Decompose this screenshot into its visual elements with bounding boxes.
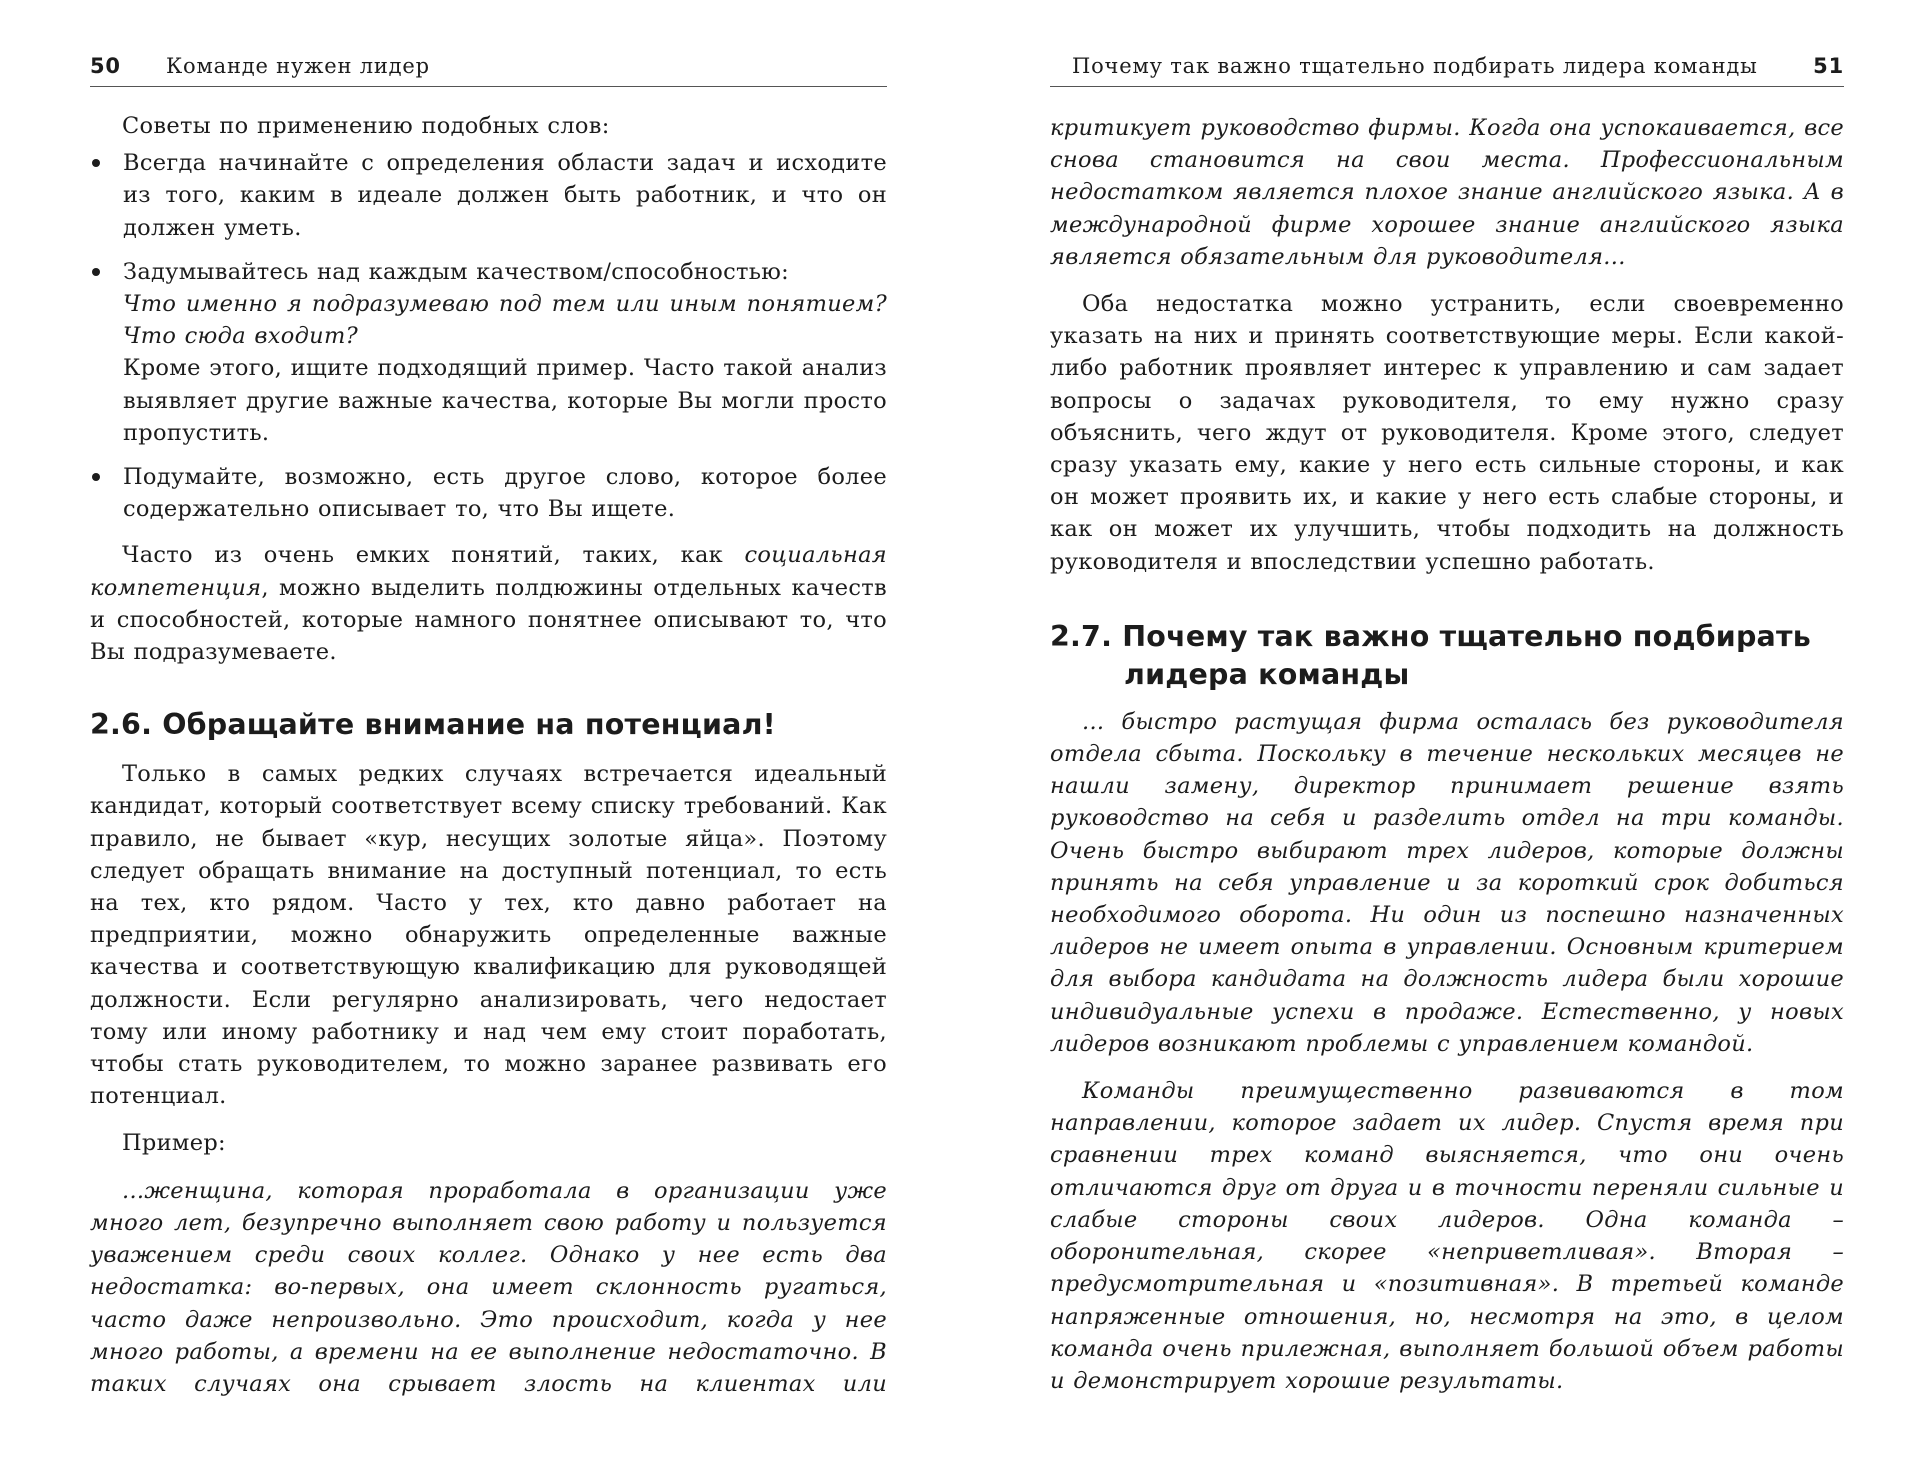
competence-before: Часто из очень емких понятий, таких, как: [122, 542, 745, 569]
tips-intro: Советы по применению подобных слов:: [122, 113, 610, 139]
running-title-right: Почему так важно тщательно подбирать лидера команды: [1072, 54, 1758, 78]
left-page: [90, 0, 887, 1472]
tip-text: Всегда начинайте с определения области задач и исходите из того, каким в идеале должен быть работник, и что он должен уметь.: [123, 150, 887, 241]
tip-text: Подумайте, возможно, есть другое слово, которое более содержательно описывает то, что Вы ищете.: [123, 464, 887, 523]
right-page-body: [1050, 112, 1844, 1397]
page-number-right: 51: [1813, 54, 1844, 78]
list-item: [90, 147, 887, 244]
competence-paragraph: [90, 539, 887, 668]
fix-paragraph: Оба недостатка можно устранить, если своевременно указать на них и принять соответствующие меры. Если какой-либо работник проявляет интерес к управлению и сам задает вопросы о задачах руководителя, то ему нужно сразу объяснить, чего ждут от руководителя. Кроме этого, следует сразу указать ему, какие у него есть сильные стороны, и как он может проявить их, и какие у него есть слабые стороны, и как он может их улучшить, чтобы подходить на должность руководителя и впоследствии успешно работать.: [1050, 291, 1844, 575]
case-paragraph: ... быстро растущая фирма осталась без руководителя отдела сбыта. Поскольку в течение нескольких месяцев не нашли замену, директор принимает решение взять руководство на себя и разделить отдел на три команды. Очень быстро выбирают трех лидеров, которые должны принять на себя управление и за короткий срок добиться необходимого оборота. Ни один из поспешно назначенных лидеров не имеет опыта в управлении. Основным критерием для выбора кандидата на должность лидера были хорошие индивидуальные успехи в продаже. Естественно, у новых лидеров возникают проблемы с управлением командой.: [1050, 708, 1844, 1057]
heading-line-2: лидера команды: [1124, 657, 1410, 691]
competence-after: , можно выделить полдюжины отдельных качеств и способностей, которые намного понятнее описывают то, что Вы подразумеваете.: [90, 574, 887, 666]
left-page-body: [90, 110, 887, 1400]
running-title-left: Команде нужен лидер: [166, 54, 430, 78]
tip-italic-question: Что именно я подразумеваю под тем или иным понятием? Что сюда входит?: [123, 291, 887, 350]
running-head-left: [90, 52, 887, 87]
list-item: [90, 461, 887, 525]
tips-list: [90, 147, 887, 525]
running-head-right: [1050, 52, 1844, 87]
right-page: [1050, 0, 1844, 1472]
example-text: ...женщина, которая проработала в организации уже много лет, безупречно выполняет свою работу и пользуется уважением среди своих коллег. Однако у нее есть два недостатка: во-первых, она имеет склонность ругаться, часто даже непроизвольно. Это происходит, когда у нее много работы, а времени на ее выполнение недостаточно. В таких случаях она срывает злость на клиентах или: [90, 1177, 887, 1397]
section-heading-2-7: [1050, 618, 1844, 694]
list-item: [90, 256, 887, 449]
teams-paragraph: Команды преимущественно развиваются в том направлении, которое задает их лидер. Спустя время при сравнении трех команд выясняется, что они очень отличаются друг от друга и в точности переняли сильные и слабые стороны своих лидеров. Одна команда – оборонительная, скорее «неприветливая». Вторая – предусмотрительная и «позитивная». В третьей команде напряженные отношения, но, несмотря на это, в целом команда очень прилежная, выполняет большой объем работы и демонстрирует хорошие результаты.: [1050, 1078, 1844, 1394]
tip-text-continued: Кроме этого, ищите подходящий пример. Часто такой анализ выявляет другие важные качества, которые Вы могли просто пропустить.: [123, 355, 887, 446]
heading-line-1: 2.7. Почему так важно тщательно подбирать: [1050, 619, 1811, 653]
competence-term: социальная компетенция: [90, 542, 887, 601]
example-continued: критикует руководство фирмы. Когда она успокаивается, все снова становится на свои места. Профессиональным недостатком является плохое знание английского языка. А в международной фирме хорошее знание английского языка является обязательным для руководителя...: [1050, 115, 1844, 270]
section-heading-2-6: 2.6. Обращайте внимание на потенциал!: [90, 708, 776, 742]
example-label: Пример:: [122, 1130, 226, 1157]
potential-paragraph: Только в самых редких случаях встречается идеальный кандидат, который соответствует всему списку требований. Как правило, не бывает «кур, несущих золотые яйца». Поэтому следует обращать внимание на доступный потенциал, то есть на тех, кто рядом. Часто у тех, кто давно работает на предприятии, можно обнаружить определенные важные качества и соответствующую квалификацию для руководящей должности. Если регулярно анализировать, чего недостает тому или иному работнику и над чем ему стоит поработать, чтобы стать руководителем, то можно заранее развивать его потенциал.: [90, 761, 887, 1110]
tip-text: Задумывайтесь над каждым качеством/способностью:: [123, 258, 790, 285]
page-number-left: 50: [90, 54, 121, 78]
